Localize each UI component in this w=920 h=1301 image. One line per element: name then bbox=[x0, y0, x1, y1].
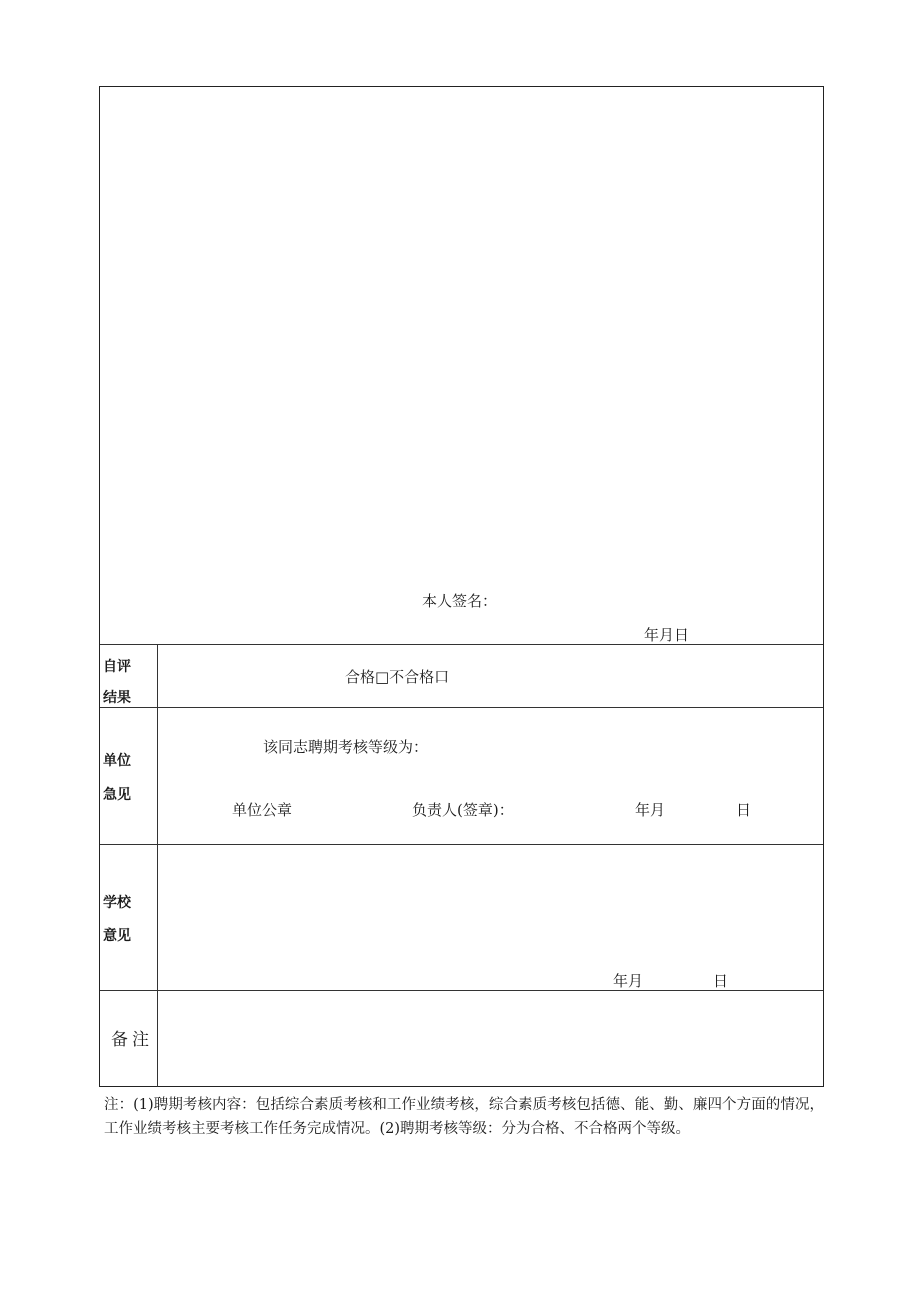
self-evaluation-label-line1: 自评 bbox=[103, 659, 131, 675]
row-divider bbox=[100, 707, 823, 708]
unit-opinion-label-line1: 单位 bbox=[103, 753, 131, 769]
unit-day-label: 日 bbox=[736, 801, 752, 819]
school-year-month-label: 年月 bbox=[613, 972, 644, 990]
assessment-level-statement: 该同志聘期考核等级为： bbox=[263, 738, 429, 756]
row-divider bbox=[100, 644, 823, 645]
self-evaluation-options[interactable]: 合格□不合格口 bbox=[345, 668, 450, 686]
unit-year-month-label: 年月 bbox=[635, 801, 666, 819]
leader-signature-label: 负责人(签章)： bbox=[412, 801, 514, 819]
row-divider bbox=[100, 844, 823, 845]
summary-date-label: 年月日 bbox=[644, 626, 690, 644]
school-day-label: 日 bbox=[713, 972, 729, 990]
signature-label: 本人签名： bbox=[422, 592, 498, 610]
unit-opinion-label-line2: 急见 bbox=[103, 787, 131, 803]
unit-seal-label: 单位公章 bbox=[232, 801, 293, 819]
label-column-divider bbox=[157, 644, 158, 1087]
footnote: 注：(1)聘期考核内容：包括综合素质考核和工作业绩考核，综合素质考核包括德、能、勤、廉四个方面的情况，工作业绩考核主要考核工作任务完成情况。(2)聘期考核等级：分为合格、不合格两个等级。 bbox=[104, 1097, 824, 1137]
school-opinion-label-line2: 意见 bbox=[103, 928, 131, 944]
self-evaluation-label-line2: 结果 bbox=[103, 690, 131, 706]
assessment-form-table bbox=[99, 86, 824, 1087]
remarks-label: 备注 bbox=[111, 1030, 153, 1050]
row-divider bbox=[100, 990, 823, 991]
school-opinion-label-line1: 学校 bbox=[103, 895, 131, 911]
